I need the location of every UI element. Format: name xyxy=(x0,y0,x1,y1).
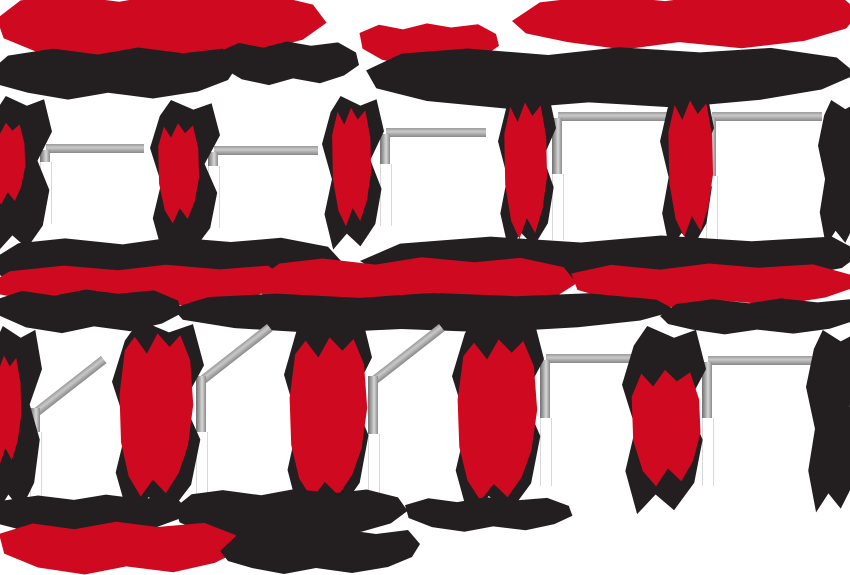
lamp-figure-1 xyxy=(40,140,190,250)
lamp-figure-2 xyxy=(208,142,358,252)
pole-upper xyxy=(540,360,550,418)
obscured-region-red-col2-1 xyxy=(0,352,22,472)
bracket-arm-icon xyxy=(46,144,144,153)
pole-lower xyxy=(702,418,714,486)
obscured-region-dark-below-band-right xyxy=(660,296,850,336)
obscured-region-dark-top-right xyxy=(356,46,850,110)
pole-upper xyxy=(30,408,40,432)
obscured-region-red-top-right xyxy=(512,0,850,52)
pole-lower xyxy=(380,164,392,226)
bracket-arm-icon xyxy=(708,356,812,365)
pole-upper xyxy=(380,134,390,164)
lamp-figure-4 xyxy=(552,108,712,248)
lamp-figure-10 xyxy=(702,352,850,502)
lamp-figure-5 xyxy=(706,108,850,248)
pole-lower xyxy=(540,418,552,486)
obscured-region-red-top-mid xyxy=(352,22,502,68)
lamp-figure-6 xyxy=(30,350,180,500)
pole-lower xyxy=(706,176,718,242)
bracket-arm-icon xyxy=(214,146,318,155)
pole-upper xyxy=(706,118,716,176)
pole-lower xyxy=(368,434,380,500)
bracket-arm-angled-icon xyxy=(33,356,106,416)
lamp-figure-3 xyxy=(380,124,530,244)
obscured-region-red-band-mid xyxy=(250,256,580,318)
pole-upper xyxy=(196,376,206,432)
bracket-arm-icon xyxy=(712,112,822,121)
pole-lower xyxy=(30,432,42,498)
pole-upper xyxy=(368,376,378,434)
pole-lower xyxy=(196,432,208,498)
obscured-region-red-band-right xyxy=(556,262,850,310)
lamp-figure-7 xyxy=(196,320,346,500)
pole-upper xyxy=(208,152,218,166)
obscured-region-dark-top-mid xyxy=(212,40,362,88)
bracket-arm-icon xyxy=(546,354,654,363)
bracket-arm-icon xyxy=(386,128,486,137)
lamp-figure-8 xyxy=(368,320,518,500)
pole-lower xyxy=(40,162,52,224)
obscured-region-dark-top-left xyxy=(0,44,238,102)
pole-lower xyxy=(208,166,220,228)
pole-upper xyxy=(552,118,562,174)
obscured-region-dark-below-band-left xyxy=(0,288,186,336)
lamp-figure-9 xyxy=(540,352,700,502)
bracket-arm-icon xyxy=(558,112,676,121)
bracket-arm-angled-icon xyxy=(371,324,444,384)
pole-upper xyxy=(40,150,50,162)
bracket-arm-angled-icon xyxy=(199,324,272,384)
pole-lower xyxy=(552,174,564,240)
pole-upper xyxy=(702,362,712,418)
obscured-region-red-band-left xyxy=(0,262,286,308)
obscured-region-red-col-1 xyxy=(0,120,26,210)
